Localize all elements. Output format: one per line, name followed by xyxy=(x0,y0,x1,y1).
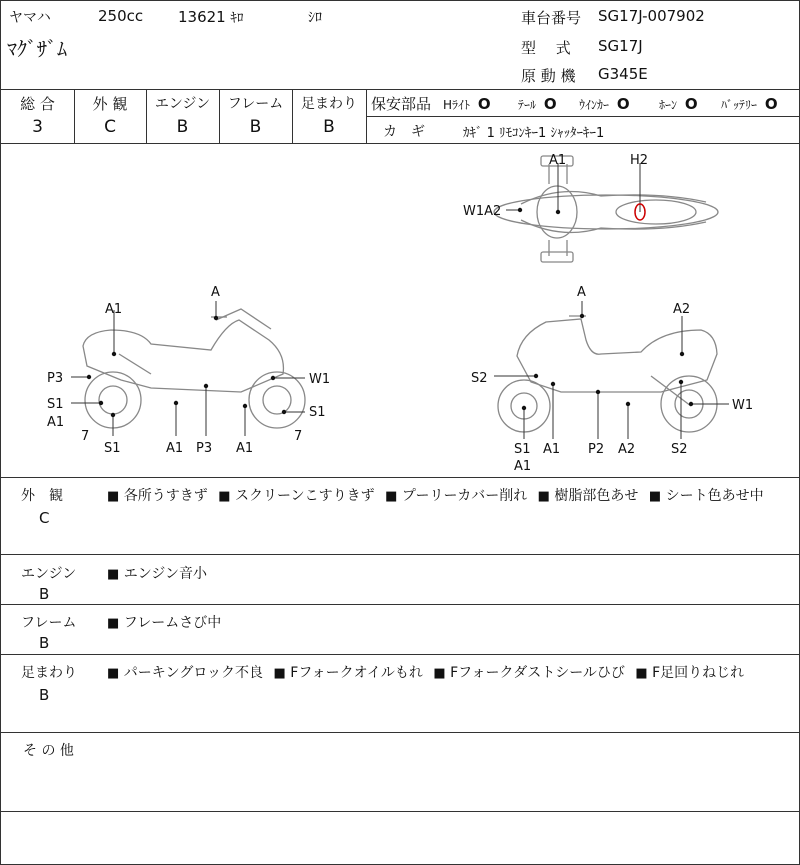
type-value: SG17J xyxy=(598,37,643,55)
note-grade: B xyxy=(39,585,50,603)
part-label: Hﾗｲﾄ xyxy=(443,98,471,112)
top-view-scooter xyxy=(494,156,718,262)
diagram-label: S1 xyxy=(47,397,64,412)
note-grade: B xyxy=(39,686,50,704)
note-items: ■ パーキングロック不良 ■ Fフォークオイルもれ ■ Fフォークダストシールひび ■ F足回りねじれ xyxy=(107,665,745,681)
grade-label-overall: 総 合 xyxy=(20,95,55,113)
part-label: ﾊﾞｯﾃﾘｰ xyxy=(721,98,758,112)
diagram-label: P2 xyxy=(588,442,605,457)
part-ok-mark: O xyxy=(477,95,491,113)
mileage-unit: ｷﾛ xyxy=(230,11,244,26)
diagram-label: P3 xyxy=(47,371,64,386)
grade-value-exterior: C xyxy=(104,117,116,137)
diagram-label: A1 xyxy=(543,442,561,457)
diagram-label: 7 xyxy=(294,429,303,444)
part-horn xyxy=(659,95,698,113)
diagram-label: A2 xyxy=(673,302,691,317)
maker: ヤマハ xyxy=(9,10,51,26)
note-label: エンジン xyxy=(21,566,77,582)
diagram-label: S2 xyxy=(671,442,688,457)
part-label: ﾎｰﾝ xyxy=(659,98,678,112)
keys-value: ｶｷﾞ 1 ﾘﾓｺﾝｷｰ1 ｼｬｯﾀｰｷｰ1 xyxy=(463,126,605,141)
part-ok-mark: O xyxy=(543,95,557,113)
mileage-value: 13621 xyxy=(178,8,226,26)
part-label: ｳｲﾝｶｰ xyxy=(579,98,610,112)
displacement: 250cc xyxy=(98,7,144,25)
diagram-label: P3 xyxy=(196,441,213,456)
note-grade: C xyxy=(39,509,50,527)
keys-label: カ ギ xyxy=(383,124,425,140)
part-ok-mark: O xyxy=(684,95,698,113)
grade-label-frame: フレーム xyxy=(227,96,284,112)
diagram-label: A1 xyxy=(166,441,184,456)
grade-label-exterior: 外 観 xyxy=(92,95,128,113)
grade-value-overall: 3 xyxy=(32,117,43,137)
part-label: ﾃｰﾙ xyxy=(518,98,537,112)
diagram-label: A1 xyxy=(549,153,567,168)
frame-no: SG17J-007902 xyxy=(598,7,705,25)
grade-label-engine: エンジン xyxy=(154,96,211,112)
note-grade: B xyxy=(39,634,50,652)
frame-no-label: 車台番号 xyxy=(521,9,582,27)
note-label: そ の 他 xyxy=(23,743,74,759)
grade-value-suspension: B xyxy=(323,117,335,137)
diagram-label: A1 xyxy=(47,415,65,430)
note-items: ■ フレームさび中 xyxy=(107,615,222,631)
mileage xyxy=(178,7,244,26)
engine-label: 原 動 機 xyxy=(521,67,576,85)
part-ok-mark: O xyxy=(764,95,778,113)
grade-label-suspension: 足まわり xyxy=(301,96,357,112)
diagram-label: S2 xyxy=(471,371,488,386)
left-side-scooter xyxy=(83,309,305,428)
model-name: ﾏｸﾞｻﾞﾑ xyxy=(7,37,67,61)
diagram-label: W1 xyxy=(309,372,331,387)
type-label: 型 式 xyxy=(521,39,571,57)
part-battery xyxy=(721,95,778,113)
note-items: ■ エンジン音小 xyxy=(107,566,208,582)
part-ok-mark: O xyxy=(616,95,630,113)
diagram-label: S1 xyxy=(514,442,531,457)
diagram-label: A xyxy=(577,285,586,300)
body-color: ｼﾛ xyxy=(308,10,322,26)
diagram-label: W1A2 xyxy=(463,204,502,219)
engine-value: G345E xyxy=(598,65,648,83)
part-taillight xyxy=(518,95,557,113)
note-label: 外 観 xyxy=(21,488,63,504)
diagram-label: A1 xyxy=(236,441,254,456)
parts-title: 保安部品 xyxy=(371,95,432,113)
diagram-label: A1 xyxy=(105,302,123,317)
diagram-label: W1 xyxy=(732,398,754,413)
diagram-label: A xyxy=(211,285,220,300)
note-items: ■ 各所うすきず ■ スクリーンこすりきず ■ プーリーカバー削れ ■ 樹脂部色あせ ■ シート色あせ中 xyxy=(107,488,764,504)
diagram-label: 7 xyxy=(81,429,90,444)
part-winker xyxy=(579,95,630,113)
right-side-scooter xyxy=(498,316,717,432)
diagram-label: A1 xyxy=(514,459,532,474)
diagram-label: S1 xyxy=(309,405,326,420)
diagram-label: S1 xyxy=(104,441,121,456)
note-label: 足まわり xyxy=(21,665,77,681)
damage-diagram xyxy=(1,144,799,477)
grade-value-engine: B xyxy=(176,117,189,137)
diagram-label: A2 xyxy=(618,442,636,457)
part-headlight xyxy=(443,95,491,113)
diagram-label: H2 xyxy=(630,153,649,168)
grade-value-frame: B xyxy=(249,117,262,137)
note-label: フレーム xyxy=(21,615,77,631)
